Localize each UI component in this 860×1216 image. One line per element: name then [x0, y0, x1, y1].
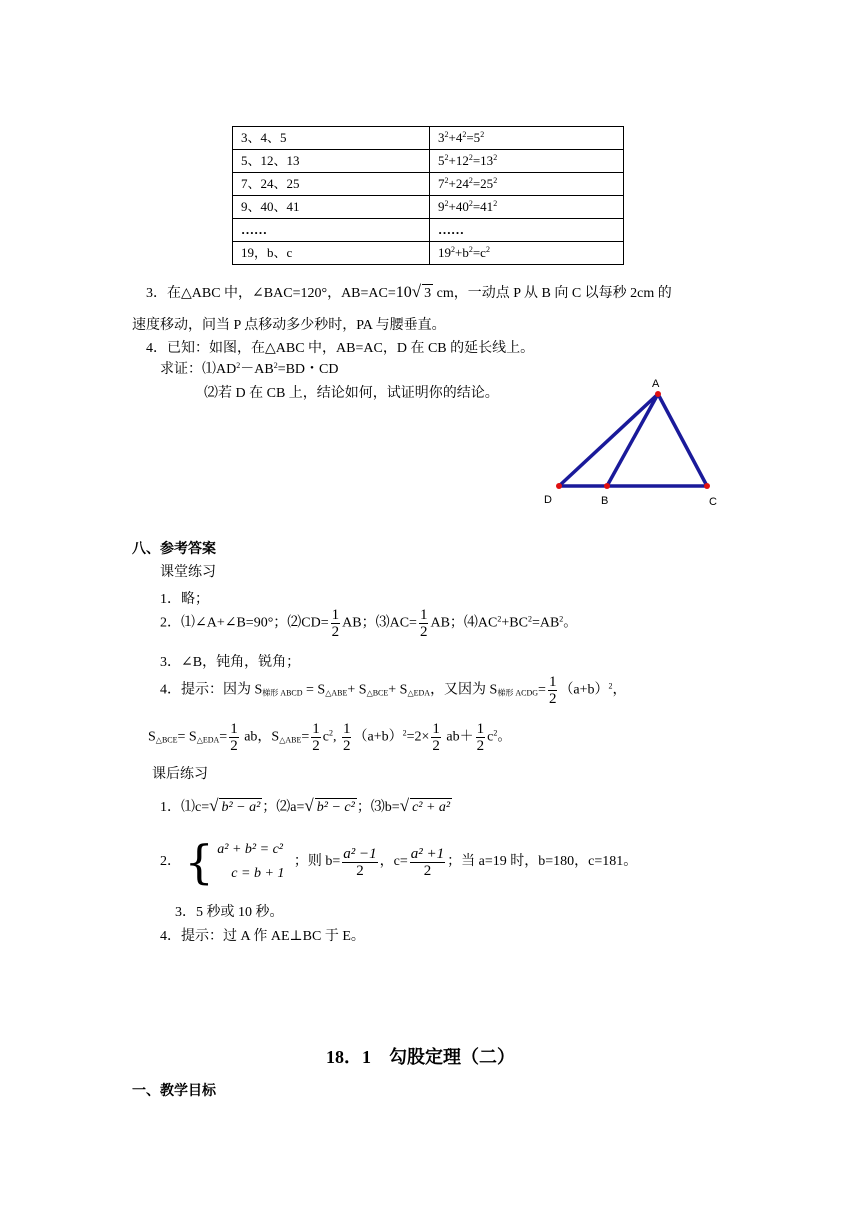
table-row — [233, 242, 624, 265]
table-row — [233, 150, 624, 173]
point-d — [556, 483, 562, 489]
point-a — [655, 391, 661, 397]
table-cell: …… — [430, 219, 624, 242]
after-answer-3: 3．5 秒或 10 秒。 — [175, 905, 284, 920]
answer-2: 2．⑴∠A+∠B=90°；⑵CD= $\frac{1}{2}$ AB；⑶AC= $\frac{1}{2}$ AB；$⑷AC^2+BC^2=AB^2$。 — [160, 607, 578, 640]
table-row — [233, 173, 624, 196]
question-4-line-2: 求证：$⑴AD^2-AB^2=BD$・CD — [160, 361, 339, 377]
table-cell: …… — [233, 219, 430, 242]
table-cell: 3、4、5 — [233, 127, 430, 150]
table-cell: $7^2+24^2=25^2$ — [430, 173, 624, 196]
answers-heading: 八、参考答案 — [132, 542, 216, 557]
point-c — [704, 483, 710, 489]
table-cell: $3^2+4^2=5^2$ — [430, 127, 624, 150]
after-answer-1: 1．⑴c=√ b² − a² ；⑵a=√ b² − c² ；⑶b=√ c² + a² — [160, 796, 451, 815]
line-da — [559, 394, 658, 486]
table-cell: 9、40、41 — [233, 196, 430, 219]
triangle-figure — [530, 372, 730, 512]
question-3-line-1: 3．在△ABC 中，∠BAC=120°，AB=AC=10√ 3 cm，一动点 P 从 B 向 C 以每秒 2cm 的 — [146, 282, 672, 301]
question-3-line-2: 速度移动，问当 P 点移动多少秒时，PA 与腰垂直。 — [132, 318, 446, 333]
class-practice-label: 课堂练习 — [160, 565, 216, 580]
table-row — [233, 219, 624, 242]
table-cell: 19，b、c — [233, 242, 430, 265]
label-b: B — [601, 495, 609, 507]
table-cell: 5、12、13 — [233, 150, 430, 173]
table-row — [233, 127, 624, 150]
answer-3: 3．∠B，钝角，锐角； — [160, 655, 301, 670]
table-cell: $5^2+12^2=13^2$ — [430, 150, 624, 173]
section-subheading: 一、教学目标 — [132, 1084, 216, 1099]
answer-1: 1．略； — [160, 592, 209, 607]
question-4-line-3: ⑵若 D 在 CB 上，结论如何，试证明你的结论。 — [204, 386, 499, 401]
triangle-lines — [559, 394, 707, 486]
label-c: C — [709, 496, 717, 508]
table-row — [233, 196, 624, 219]
section-title: 18．1 勾股定理（二） — [326, 1047, 515, 1067]
line-ba — [607, 394, 658, 486]
point-b — [604, 483, 610, 489]
after-answer-4: 4．提示：过 A 作 AE⊥BC 于 E。 — [160, 929, 365, 944]
table-cell: 7、24、25 — [233, 173, 430, 196]
line-ac — [658, 394, 707, 486]
question-4-line-1: 4．已知：如图，在△ABC 中，AB=AC，D 在 CB 的延长线上。 — [146, 341, 535, 356]
table-cell: $9^2+40^2=41^2$ — [430, 196, 624, 219]
answer-4-line-2: $S_{\triangle BCE}= S_{\triangle EDA}=$ $\frac{1}{2}$ ab，$S_{\triangle ABE}=$ $\frac{1}{2}$ $c^2$, $\frac{1}{2}$ $(a+b)^2=2\times$ $\frac{1}{2}$ ab＋ $\frac{1}{2}$ $c^2$。 — [148, 721, 512, 754]
pythagorean-triples-table — [232, 126, 624, 265]
after-answer-2: 2． { a² + b² = c² c = b + 1 ；则 b= $\frac{\text{a² −1}}{2}$ ，c= $\frac{\text{a² +1}}{2}$ ；当 a=19 时，b=180，c=181。 — [160, 835, 638, 889]
system-eq-1: a² + b² = c² — [217, 842, 283, 857]
label-d: D — [544, 494, 552, 506]
answer-4-line-1: 4．提示：因为 $S_{梯形 ABCD} = S_{\triangle ABE}+ S_{\triangle BCE}+ S_{\triangle EDA}$，又因为 $S_{梯形 ACDG}=$ $\frac{1}{2}$ $(a+b)^2$， — [160, 674, 627, 707]
after-practice-label: 课后练习 — [152, 767, 208, 782]
system-eq-2: c = b + 1 — [231, 866, 285, 881]
label-a: A — [652, 378, 660, 390]
table-cell: $19^2+b^2=c^2$ — [430, 242, 624, 265]
